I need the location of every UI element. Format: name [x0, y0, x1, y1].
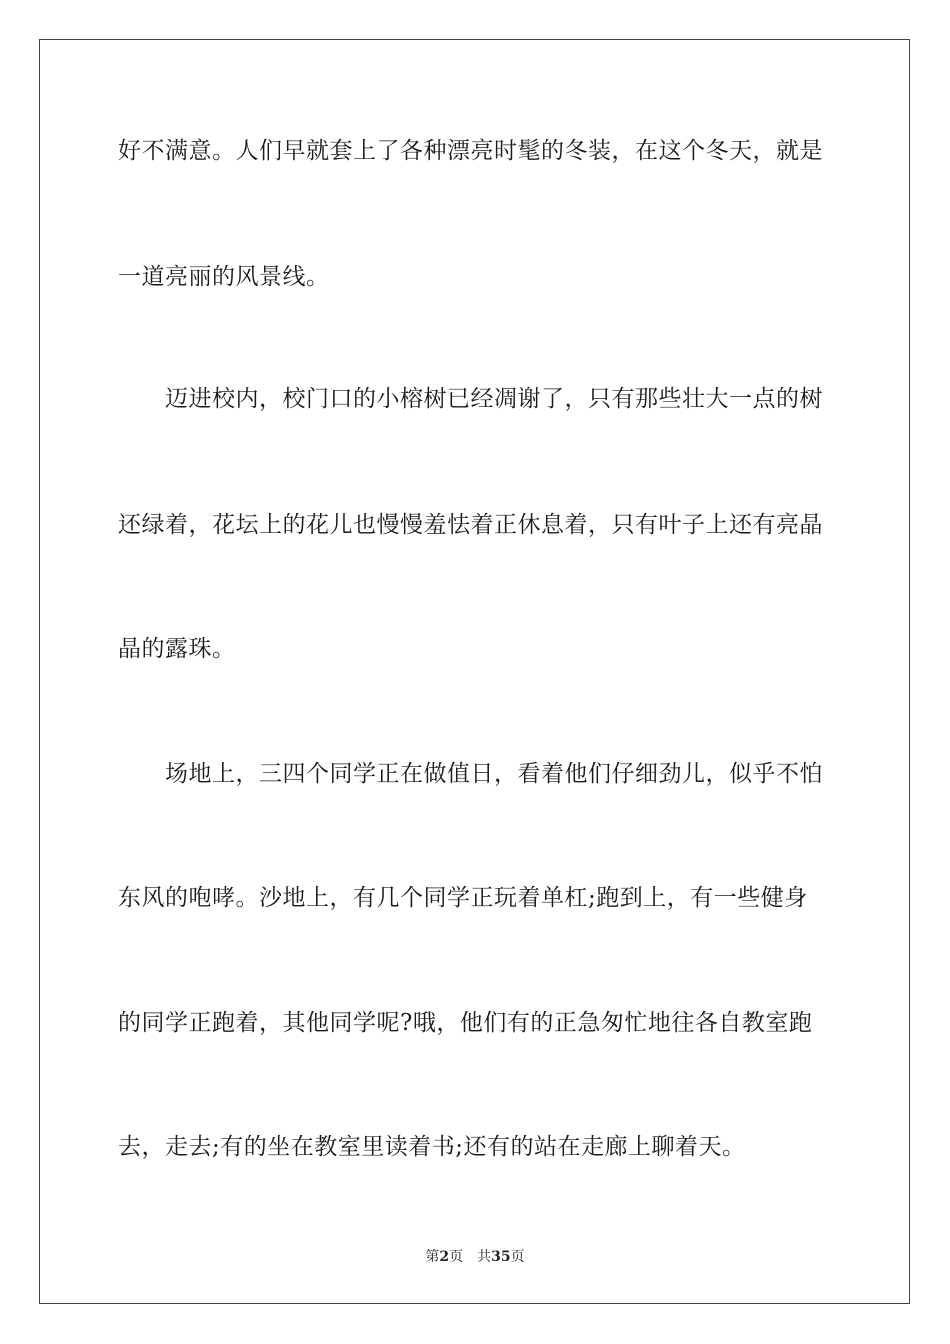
page-prefix: 第 — [425, 1249, 440, 1265]
text-line-7: 东风的咆哮。沙地上，有几个同学正玩着单杠;跑到上，有一些健身 — [118, 885, 808, 911]
text-line-4: 还绿着，花坛上的花儿也慢慢羞怯着正休息着，只有叶子上还有亮晶 — [118, 512, 823, 538]
page-border — [39, 39, 910, 1304]
page-footer — [0, 1248, 950, 1266]
total-prefix: 共 — [477, 1249, 492, 1265]
text-line-5: 晶的露珠。 — [118, 636, 236, 662]
text-line-6: 场地上，三四个同学正在做值日，看着他们仔细劲儿，似乎不怕 — [165, 761, 823, 787]
total-suffix: 页 — [510, 1249, 525, 1265]
total-pages: 35 — [491, 1249, 511, 1265]
text-line-8: 的同学正跑着，其他同学呢?哦，他们有的正急匆忙地往各自教室跑 — [118, 1010, 813, 1036]
text-line-2: 一道亮丽的风景线。 — [118, 264, 330, 290]
text-line-9: 去，走去;有的坐在教室里读着书;还有的站在走廊上聊着天。 — [118, 1134, 746, 1160]
page-number: 2 — [439, 1249, 450, 1265]
text-line-1: 好不满意。人们早就套上了各种漂亮时髦的冬装，在这个冬天，就是 — [118, 138, 823, 164]
text-line-3: 迈进校内，校门口的小榕树已经凋谢了，只有那些壮大一点的树 — [165, 386, 823, 412]
page-suffix: 页 — [449, 1249, 464, 1265]
